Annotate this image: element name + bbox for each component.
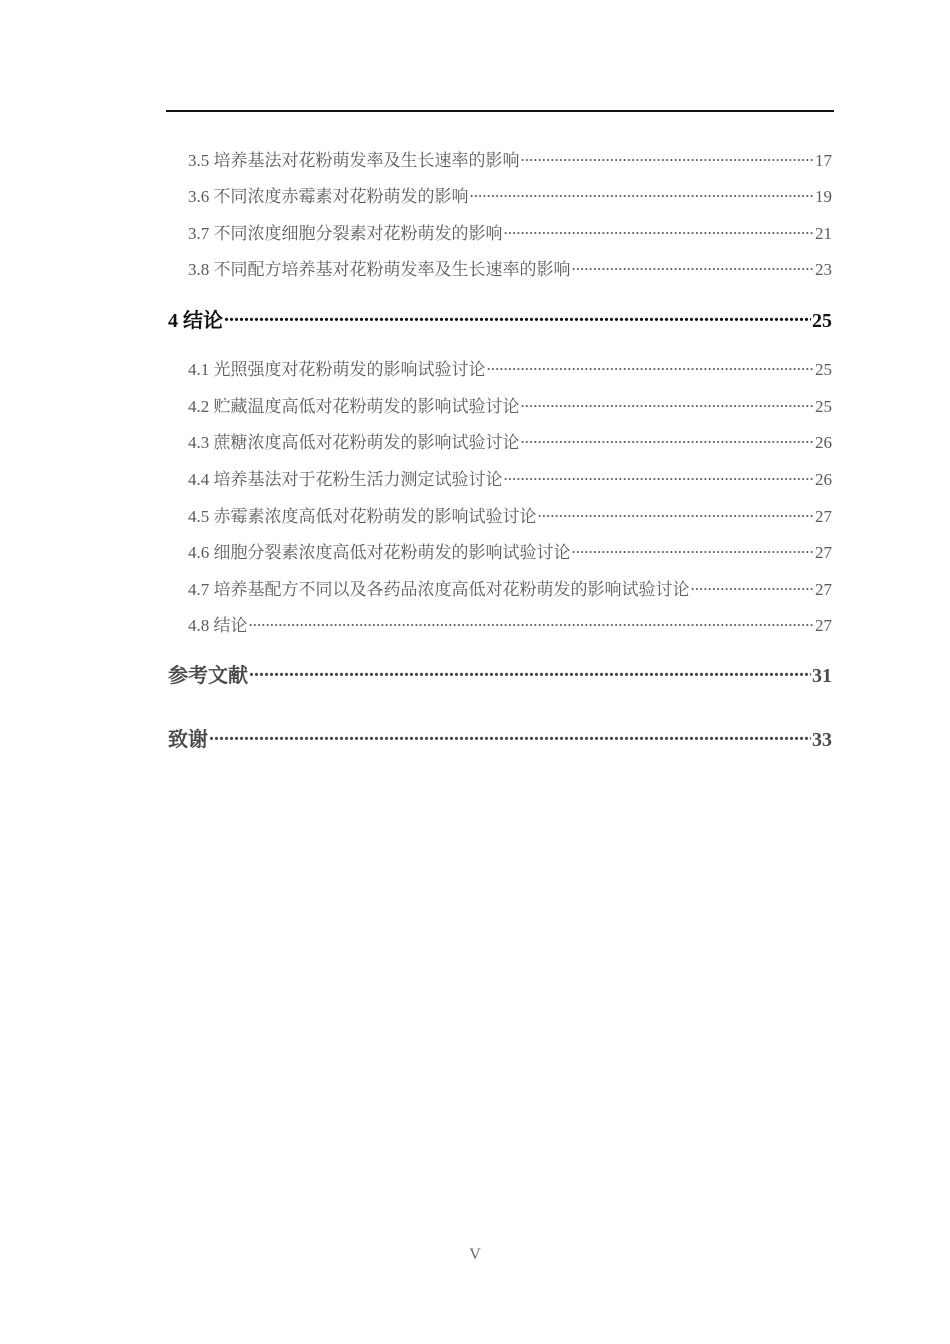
toc-dot-leader — [487, 358, 815, 375]
toc-entry-title: 参考文献 — [168, 665, 248, 687]
toc-entry[interactable] — [188, 575, 832, 600]
toc-dot-leader — [504, 468, 815, 485]
toc-entry-page: 33 — [812, 729, 832, 751]
toc-dot-leader — [521, 149, 815, 166]
toc-entry-page: 25 — [815, 397, 832, 416]
toc-entry-page: 19 — [815, 187, 832, 206]
header-rule — [166, 110, 834, 112]
toc-dot-leader — [521, 395, 815, 412]
toc-entry-page: 23 — [815, 260, 832, 279]
toc-entry-title: 4.2 贮藏温度高低对花粉萌发的影响试验讨论 — [188, 397, 520, 416]
toc-dot-leader — [521, 431, 815, 448]
toc-entry-title: 4.7 培养基配方不同以及各药品浓度高低对花粉萌发的影响试验讨论 — [188, 580, 690, 599]
toc-entry-title: 4.1 光照强度对花粉萌发的影响试验讨论 — [188, 360, 486, 379]
toc-entry-page: 27 — [815, 543, 832, 562]
toc-entry[interactable] — [188, 219, 832, 244]
toc-entry-page: 25 — [812, 310, 832, 332]
toc-dot-leader — [572, 258, 815, 275]
toc-entry[interactable] — [188, 146, 832, 171]
toc-entry-title: 3.8 不同配方培养基对花粉萌发率及生长速率的影响 — [188, 260, 571, 279]
toc-dot-leader — [209, 726, 811, 746]
toc-dot-leader — [470, 185, 815, 202]
page-number: V — [469, 1246, 481, 1263]
toc-entry-title: 4.5 赤霉素浓度高低对花粉萌发的影响试验讨论 — [188, 507, 537, 526]
toc-entry-title: 4.3 蔗糖浓度高低对花粉萌发的影响试验讨论 — [188, 433, 520, 452]
toc-entry-title: 3.5 培养基法对花粉萌发率及生长速率的影响 — [188, 151, 520, 170]
toc-entry-title: 4.6 细胞分裂素浓度高低对花粉萌发的影响试验讨论 — [188, 543, 571, 562]
toc-dot-leader — [249, 662, 811, 682]
toc-entry-title: 3.7 不同浓度细胞分裂素对花粉萌发的影响 — [188, 224, 503, 243]
toc-entry-page: 26 — [815, 470, 832, 489]
toc-entry[interactable] — [188, 611, 832, 636]
toc-chapter-entry[interactable] — [168, 304, 832, 333]
toc-entry-page: 31 — [812, 665, 832, 687]
toc-dot-leader — [504, 222, 815, 239]
toc-entry-page: 27 — [815, 580, 832, 599]
toc-dot-leader — [572, 541, 815, 558]
toc-entry[interactable] — [188, 465, 832, 490]
toc-entry[interactable] — [188, 538, 832, 563]
toc-dot-leader — [224, 307, 811, 327]
toc-chapter-entry[interactable] — [168, 723, 832, 752]
toc-entry-page: 27 — [815, 616, 832, 635]
toc-dot-leader — [249, 614, 815, 631]
toc-entry-title: 4.8 结论 — [188, 616, 248, 635]
toc-chapter-entry[interactable] — [168, 659, 832, 688]
toc-entry[interactable] — [188, 355, 832, 380]
toc-dot-leader — [691, 578, 815, 595]
toc-entry-title: 4.4 培养基法对于花粉生活力测定试验讨论 — [188, 470, 503, 489]
toc-entry-title: 3.6 不同浓度赤霉素对花粉萌发的影响 — [188, 187, 469, 206]
toc-entry[interactable] — [188, 255, 832, 280]
toc-entry-page: 27 — [815, 507, 832, 526]
toc-entry-page: 17 — [815, 151, 832, 170]
toc-entry[interactable] — [188, 182, 832, 207]
toc-entry-title: 4 结论 — [168, 310, 223, 332]
toc-entry-page: 25 — [815, 360, 832, 379]
toc-entry-page: 21 — [815, 224, 832, 243]
toc-entry[interactable] — [188, 392, 832, 417]
toc-entry[interactable] — [188, 428, 832, 453]
toc-entry-title: 致谢 — [168, 729, 208, 751]
toc-entry[interactable] — [188, 502, 832, 527]
toc-dot-leader — [538, 505, 815, 522]
toc-entry-page: 26 — [815, 433, 832, 452]
